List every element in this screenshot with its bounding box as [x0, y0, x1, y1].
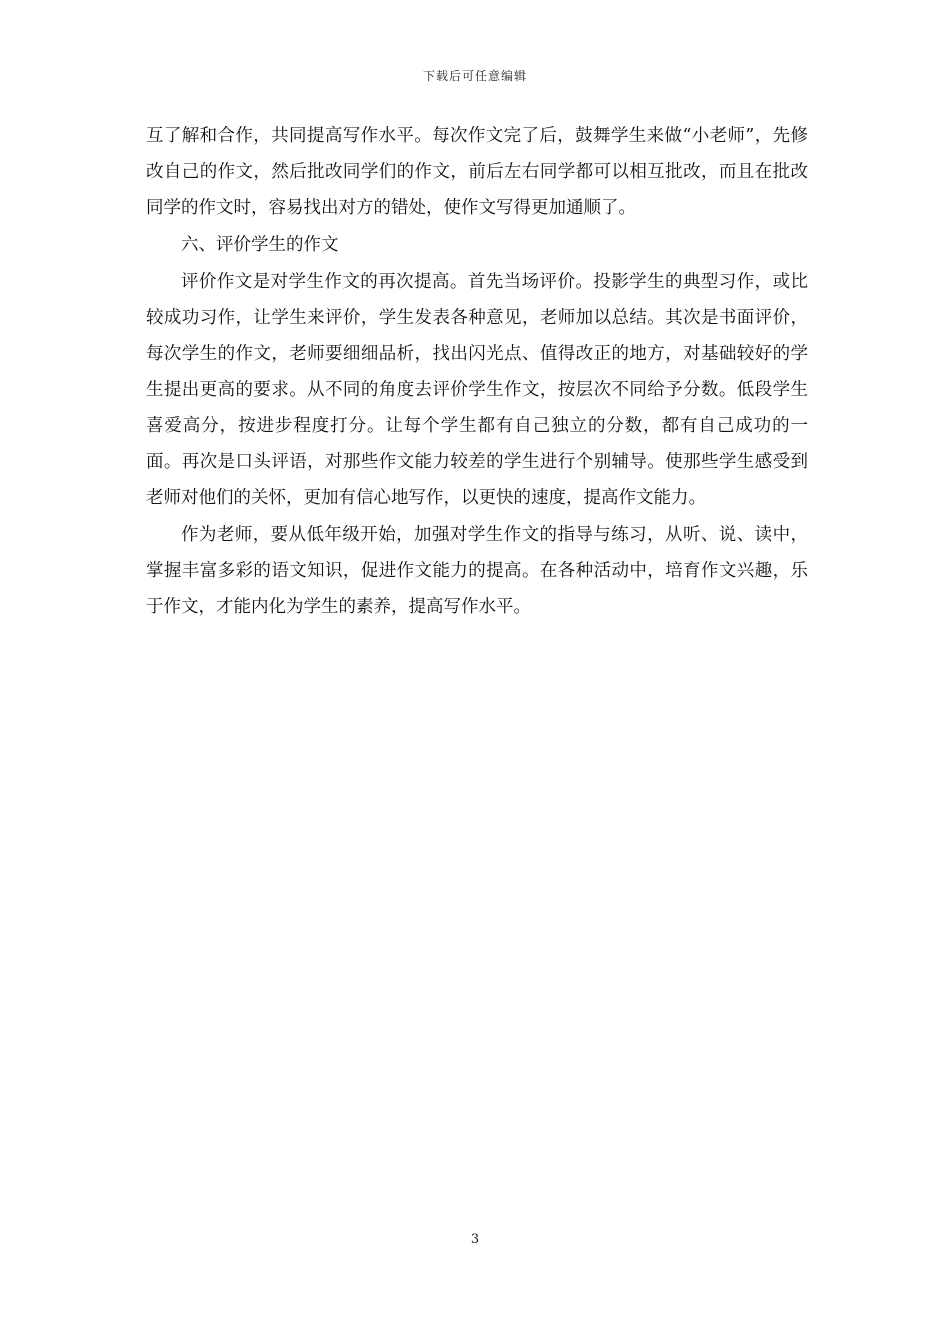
document-body	[146, 118, 808, 626]
paragraph-continuation: 互了解和合作，共同提高写作水平。每次作文完了后，鼓舞学生来做“小老师”，先修改自己的作文，然后批改同学们的作文，前后左右同学都可以相互批改，而且在批改同学的作文时，容易找出对方的错处，使作文写得更加通顺了。	[146, 126, 808, 218]
paragraph-conclusion: 作为老师，要从低年级开始，加强对学生作文的指导与练习，从听、说、读中，掌握丰富多彩的语文知识，促进作文能力的提高。在各种活动中，培育作文兴趣，乐于作文，才能内化为学生的素养，提高写作水平。	[146, 525, 808, 617]
page-number: 3	[470, 1232, 480, 1247]
section-heading: 六、评价学生的作文	[181, 235, 339, 255]
paragraph-evaluation: 评价作文是对学生作文的再次提高。首先当场评价。投影学生的典型习作，或比较成功习作，让学生来评价，学生发表各种意见，老师加以总结。其次是书面评价，每次学生的作文，老师要细细品析，找出闪光点、值得改正的地方，对基础较好的学生提出更高的要求。从不同的角度去评价学生作文，按层次不同给予分数。低段学生喜爱高分，按进步程度打分。让每个学生都有自己独立的分数，都有自己成功的一面。再次是口头评语，对那些作文能力较差的学生进行个别辅导。使那些学生感受到老师对他们的关怀，更加有信心地写作，以更快的速度，提高作文能力。	[146, 272, 808, 508]
page-header: 下载后可任意编辑	[422, 69, 527, 83]
